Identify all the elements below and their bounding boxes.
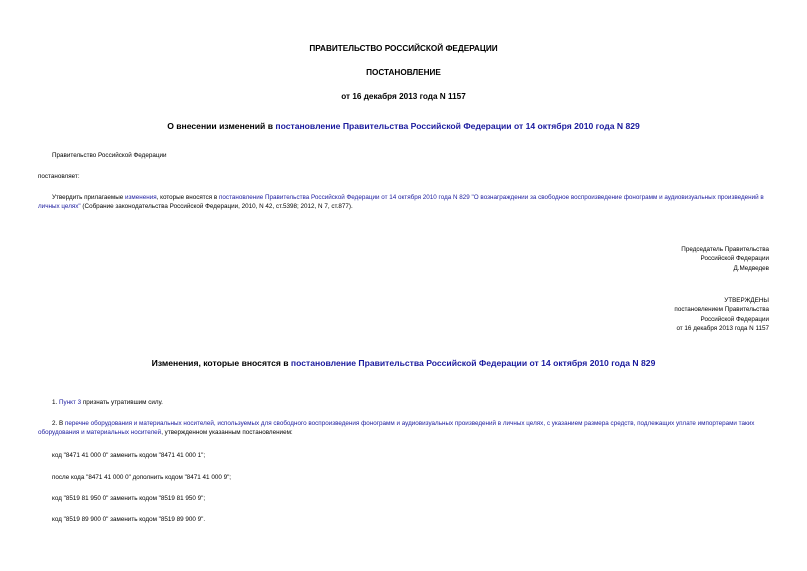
item2-text-2: , утвержденном указанным постановлением: [161,429,293,436]
changes-title-link[interactable]: постановление Правительства Российской Федерации от 14 октября 2010 года N 829 [290,358,656,368]
signature-block [681,245,769,273]
approved-line-4: от 16 декабря 2013 года N 1157 [676,324,769,332]
approved-block [674,296,769,333]
approved-line-1: УТВЕРЖДЕНЫ [724,297,769,304]
signature-line-2: Российской Федерации [700,255,769,263]
item2-text-1: 2. В [52,420,65,427]
approved-line-3: Российской Федерации [700,315,769,323]
government-heading: ПРАВИТЕЛЬСТВО РОССИЙСКОЙ ФЕДЕРАЦИИ [309,44,498,53]
item1-text-1: 1. [52,399,60,406]
equipment-list-link[interactable]: перечне оборудования и материальных носителей, используемых для свободного воспроизведения фонограмм и аудиовизуальных произведений в личных целях, с указанием размера средств, подлежащих уплате импортерами таких оборудования и материальных носителей [38,420,755,436]
doc-title-prefix: О внесении изменений в [167,121,276,131]
resolution-829-link[interactable]: постановление Правительства Российской Федерации от 14 октября 2010 года N 829 "О вознаграждении за свободное воспроизведение фонограмм и аудиовизуальных произведений в личных целях" [38,194,764,210]
doc-date-number: от 16 декабря 2013 года N 1157 [341,92,466,101]
signature-line-1: Председатель Правительства [681,246,769,253]
para1-text-3: (Собрание законодательства Российской Федерации, 2010, N 42, ст.5398; 2012, N 7, ст.877). [80,203,353,210]
paragraph-approve [38,193,770,211]
changes-link[interactable]: изменения [125,194,157,201]
issuer-text: Правительство Российской Федерации [52,152,167,159]
doc-type-heading: ПОСТАНОВЛЕНИЕ [366,68,441,77]
para1-text-1: Утвердить прилагаемые [52,194,125,201]
sub-item-3: код "8519 81 950 0" заменить кодом "8519 81 950 9"; [52,495,206,502]
para1-text-2: , которые вносятся в [156,194,220,201]
sub-item-4: код "8519 89 900 0" заменить кодом "8519 89 900 9". [52,516,206,523]
clause-3-link[interactable]: Пункт 3 [59,399,82,406]
item-2 [38,419,770,437]
signature-line-3: Д.Медведев [733,264,769,272]
sub-item-1: код "8471 41 000 0" заменить кодом "8471 41 000 1"; [52,452,206,459]
approved-line-2: постановлением Правительства [674,306,769,314]
doc-title [0,121,807,131]
changes-title-prefix: Изменения, которые вносятся в [151,358,291,368]
sub-item-2: после кода "8471 41 000 0" дополнить кодом "8471 41 000 9"; [52,474,232,481]
changes-title [0,358,807,368]
resolves-text: постановляет: [38,173,80,180]
item-1 [52,398,163,407]
item1-text-2: признать утратившим силу. [81,399,163,406]
doc-title-link[interactable]: постановление Правительства Российской Федерации от 14 октября 2010 года N 829 [275,121,640,131]
